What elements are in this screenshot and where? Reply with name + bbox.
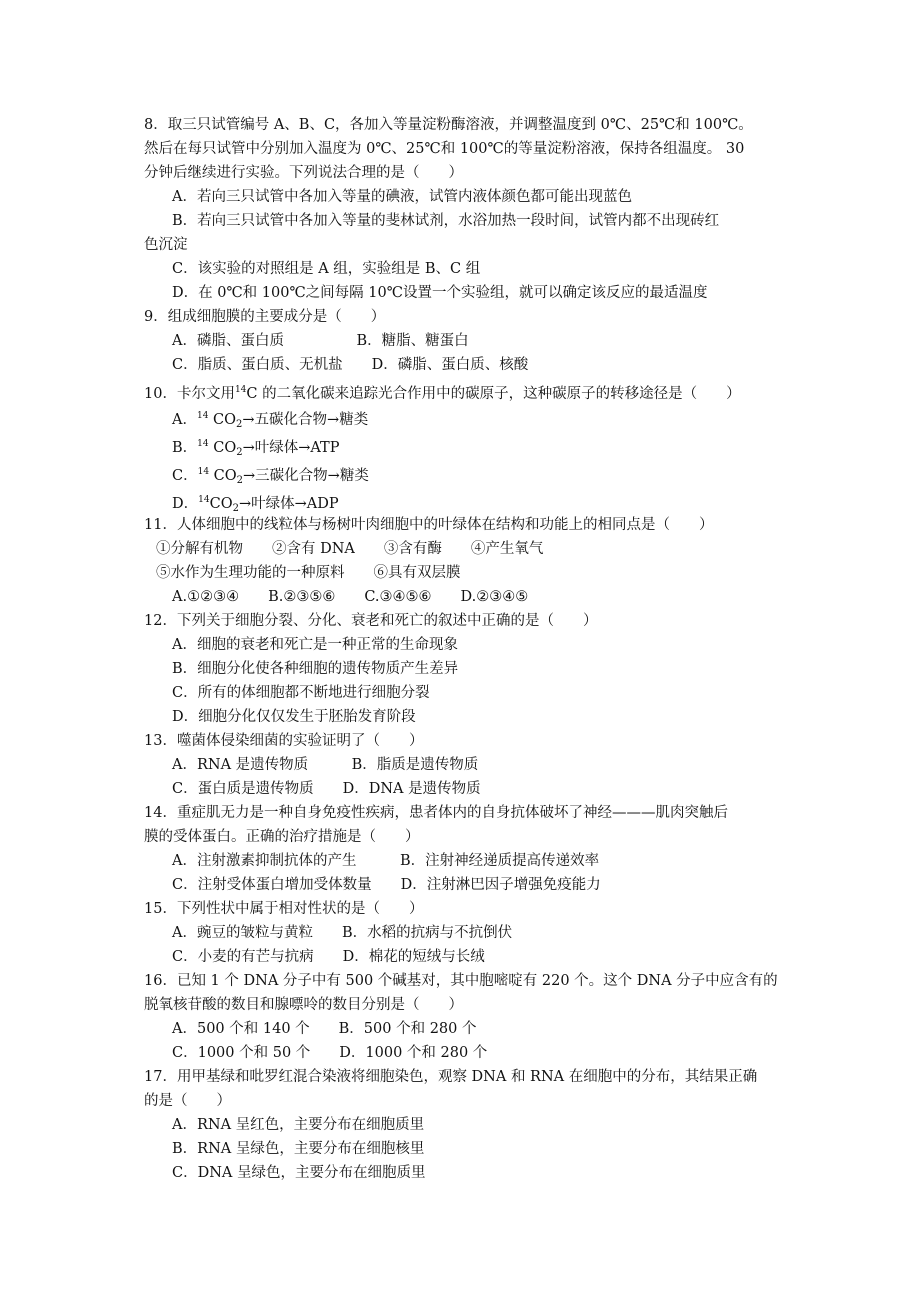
option-label: D． <box>172 496 199 512</box>
q13-options-cd: C．蛋白质是遗传物质 D．DNA 是遗传物质 <box>172 781 481 797</box>
q14-options-ab: A．注射激素抑制抗体的产生 B．注射神经递质提高传递效率 <box>172 853 600 869</box>
formula-sub: 2 <box>232 503 239 514</box>
q9-options-cd: C．脂质、蛋白质、无机盐 D．磷脂、蛋白质、核酸 <box>172 357 529 373</box>
q9-options-ab: A．磷脂、蛋白质 B．糖脂、糖蛋白 <box>172 333 469 349</box>
q16-stem-line-1: 16．已知 1 个 DNA 分子中有 500 个碱基对，其中胞嘧啶有 220 个。这个 DNA 分子中应含有的 <box>144 973 778 989</box>
q10-stem <box>144 380 741 404</box>
option-label: B． <box>172 440 198 456</box>
formula-sub: 2 <box>236 475 244 486</box>
q15-options-ab: A．豌豆的皱粒与黄粒 B．水稻的抗病与不抗倒伏 <box>172 925 513 941</box>
q8-option-d: D．在 0℃和 100℃之间每隔 10℃设置一个实验组，就可以确定该反应的最适温度 <box>172 285 708 301</box>
formula-sub: 2 <box>236 419 243 430</box>
formula-co: CO <box>209 496 233 512</box>
q12-stem: 12．下列关于细胞分裂、分化、衰老和死亡的叙述中正确的是（ ） <box>144 613 598 629</box>
pathway-text: →叶绿体→ADP <box>238 496 339 512</box>
q17-stem-line-2: 的是（ ） <box>144 1093 231 1109</box>
q17-option-a: A．RNA 呈红色，主要分布在细胞质里 <box>172 1117 425 1133</box>
q8-stem-line-3: 分钟后继续进行实验。下列说法合理的是（ ） <box>144 165 463 181</box>
q8-stem-line-1: 8．取三只试管编号 A、B、C，各加入等量淀粉酶溶液，并调整温度到 0℃、25℃和 100℃。 <box>144 117 753 133</box>
q11-stem: 11．人体细胞中的线粒体与杨树叶肉细胞中的叶绿体在结构和功能上的相同点是（ ） <box>144 517 714 533</box>
q11-choices: A.①②③④ B.②③⑤⑥ C.③④⑤⑥ D.②③④⑤ <box>172 589 529 605</box>
q8-stem-line-2: 然后在每只试管中分别加入温度为 0℃、25℃和 100℃的等量淀粉溶液，保持各组温度。 30 <box>144 141 745 157</box>
q10-option-a <box>172 406 368 435</box>
q14-stem-line-2: 膜的受体蛋白。正确的治疗措施是（ ） <box>144 829 420 845</box>
option-label: C． <box>172 468 198 484</box>
q12-option-c: C．所有的体细胞都不断地进行细胞分裂 <box>172 685 430 701</box>
q8-option-c: C．该实验的对照组是 A 组，实验组是 B、C 组 <box>172 261 481 277</box>
q17-option-c: C．DNA 呈绿色，主要分布在细胞质里 <box>172 1165 426 1181</box>
option-label: A． <box>172 412 197 428</box>
q17-option-b: B．RNA 呈绿色，主要分布在细胞核里 <box>172 1141 425 1157</box>
formula-co: CO <box>208 440 237 456</box>
isotope-sup: 14 <box>197 439 209 449</box>
q17-stem-line-1: 17．用甲基绿和吡罗红混合染液将细胞染色，观察 DNA 和 RNA 在细胞中的分布，其结果正确 <box>144 1069 758 1085</box>
pathway-text: →五碳化合物→糖类 <box>242 412 369 428</box>
q14-stem-line-1: 14．重症肌无力是一种自身免疫性疾病，患者体内的自身抗体破坏了神经———肌肉突触后 <box>144 805 728 821</box>
q10-stem-a: 10．卡尔文用 <box>144 386 235 402</box>
q8-option-b: B．若向三只试管中各加入等量的斐林试剂，水浴加热一段时间，试管内都不出现砖红 <box>172 213 720 229</box>
q11-items-2: ⑤水作为生理功能的一种原料 ⑥具有双层膜 <box>156 565 461 581</box>
q15-stem: 15．下列性状中属于相对性状的是（ ） <box>144 901 424 917</box>
isotope-sup: 14 <box>196 411 209 421</box>
q13-options-ab: A．RNA 是遗传物质 B．脂质是遗传物质 <box>172 757 479 773</box>
q12-option-a: A．细胞的衰老和死亡是一种正常的生命现象 <box>172 637 458 653</box>
q11-items-1: ①分解有机物 ②含有 DNA ③含有酶 ④产生氧气 <box>156 541 544 557</box>
q10-option-b <box>172 434 339 463</box>
q8-option-b-cont: 色沉淀 <box>144 237 188 253</box>
q15-options-cd: C．小麦的有芒与抗病 D．棉花的短绒与长绒 <box>172 949 485 965</box>
formula-co: CO <box>208 412 237 428</box>
q13-stem: 13．噬菌体侵染细菌的实验证明了（ ） <box>144 733 424 749</box>
q10-option-c <box>172 462 369 491</box>
q12-option-b: B．细胞分化使各种细胞的遗传物质产生差异 <box>172 661 459 677</box>
q16-stem-line-2: 脱氧核苷酸的数目和腺嘌呤的数目分别是（ ） <box>144 997 463 1013</box>
q12-option-d: D．细胞分化仅仅发生于胚胎发育阶段 <box>172 709 416 725</box>
q16-options-cd: C．1000 个和 50 个 D．1000 个和 280 个 <box>172 1045 488 1061</box>
isotope-sup: 14 <box>197 467 210 477</box>
pathway-text: →三碳化合物→糖类 <box>243 468 369 484</box>
q14-options-cd: C．注射受体蛋白增加受体数量 D．注射淋巴因子增强免疫能力 <box>172 877 601 893</box>
q10-stem-sup: 14 <box>234 385 247 395</box>
q8-option-a: A．若向三只试管中各加入等量的碘液，试管内液体颜色都可能出现蓝色 <box>172 189 632 205</box>
pathway-text: →叶绿体→ATP <box>242 440 340 456</box>
q16-options-ab: A．500 个和 140 个 B．500 个和 280 个 <box>172 1021 477 1037</box>
formula-sub: 2 <box>236 447 243 458</box>
q10-stem-b: C 的二氧化碳来追踪光合作用中的碳原子，这种碳原子的转移途径是（ ） <box>246 386 741 402</box>
q9-stem: 9．组成细胞膜的主要成分是（ ） <box>144 309 386 325</box>
isotope-sup: 14 <box>198 495 210 505</box>
formula-co: CO <box>209 468 237 484</box>
